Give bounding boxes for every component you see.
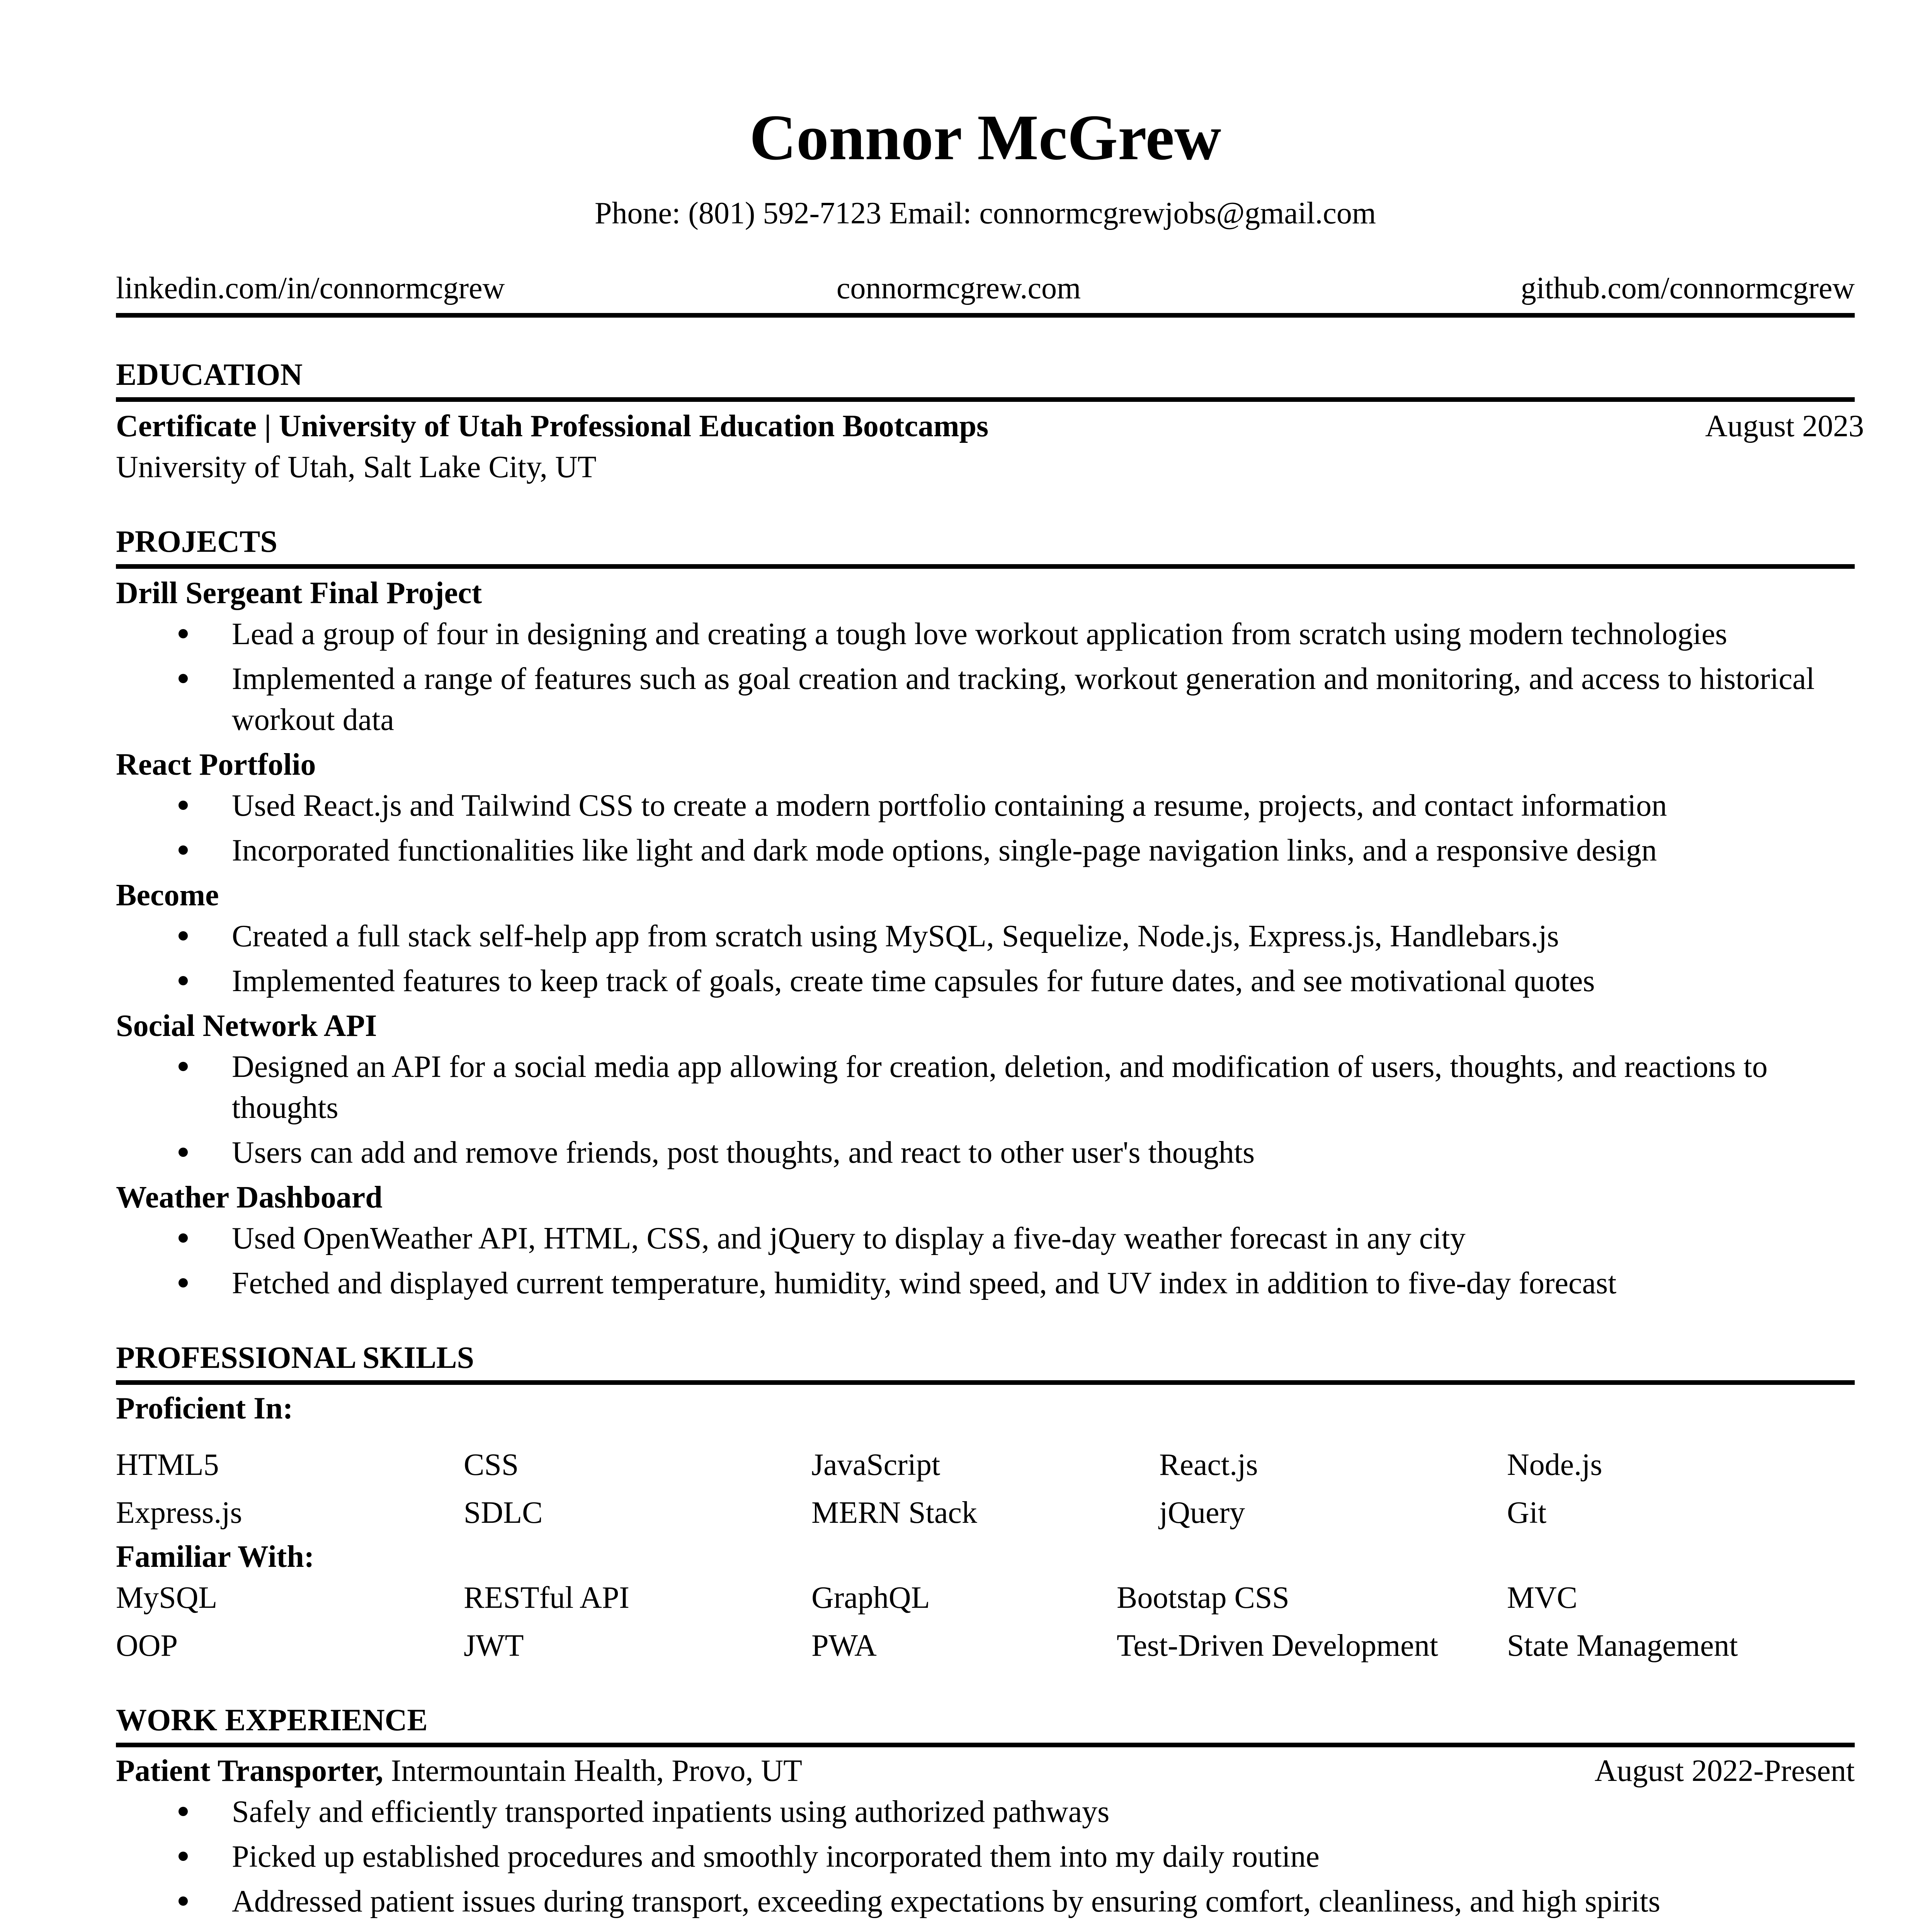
job-role: Patient Transporter, <box>116 1754 383 1788</box>
familiar-label: Familiar With: <box>116 1540 315 1574</box>
project-title: Become <box>116 878 219 912</box>
project-title: Weather Dashboard <box>116 1180 383 1214</box>
skill-item: Bootstap CSS <box>1117 1581 1289 1615</box>
linkedin-link[interactable]: linkedin.com/in/connormcgrew <box>116 271 505 305</box>
bullet-item: Implemented features to keep track of goals, create time capsules for future dates, and see motivational quotes <box>116 961 1855 1002</box>
bullet-item: Safely and efficiently transported inpatients using authorized pathways <box>116 1791 1855 1832</box>
project-item <box>116 875 1855 1002</box>
projects-heading: PROJECTS <box>116 523 1855 569</box>
proficient-row <box>116 1444 1855 1485</box>
skill-item: Node.js <box>1507 1448 1602 1482</box>
bullet-item: Addressed patient issues during transport, exceeding expectations by ensuring comfort, cleanliness, and high spirits <box>116 1881 1855 1922</box>
project-bullets <box>116 916 1855 1002</box>
bullet-item: Implemented a range of features such as goal creation and tracking, workout generation and monitoring, and access to historical workout data <box>116 658 1855 740</box>
skill-item: PWA <box>811 1629 877 1663</box>
bullet-item: Lead a group of four in designing and creating a tough love workout application from scratch using modern technologies <box>116 614 1855 655</box>
familiar-row <box>116 1577 1855 1618</box>
project-item <box>116 1005 1855 1173</box>
skill-item: Test-Driven Development <box>1117 1629 1438 1663</box>
education-heading: EDUCATION <box>116 356 1855 402</box>
links-row <box>116 270 1855 318</box>
education-date: August 2023 <box>1705 409 1864 443</box>
skill-item: GraphQL <box>811 1581 930 1615</box>
proficient-label: Proficient In: <box>116 1391 293 1425</box>
job-title-line <box>116 1750 802 1791</box>
education-degree: Certificate | University of Utah Professional Education Bootcamps <box>116 409 989 443</box>
job-bullets <box>116 1791 1855 1922</box>
skills-heading: PROFESSIONAL SKILLS <box>116 1339 1855 1385</box>
skill-item: OOP <box>116 1629 178 1663</box>
skill-item: Express.js <box>116 1496 242 1530</box>
skill-item: React.js <box>1159 1448 1258 1482</box>
work-section <box>116 1702 1855 1932</box>
skill-item: MERN Stack <box>811 1496 977 1530</box>
project-title: Social Network API <box>116 1009 377 1043</box>
skill-item: CSS <box>464 1448 519 1482</box>
project-title: React Portfolio <box>116 748 316 782</box>
website-link[interactable]: connormcgrew.com <box>836 271 1081 305</box>
education-section <box>116 356 1864 488</box>
projects-section <box>116 523 1855 1304</box>
work-heading: WORK EXPERIENCE <box>116 1702 1855 1747</box>
project-title: Drill Sergeant Final Project <box>116 576 482 610</box>
bullet-item: Created a full stack self-help app from scratch using MySQL, Sequelize, Node.js, Express.js, Handlebars.js <box>116 916 1855 957</box>
job-header <box>116 1750 1855 1791</box>
bullet-item: Fetched and displayed current temperature, humidity, wind speed, and UV index in addition to five-day forecast <box>116 1263 1855 1304</box>
project-bullets <box>116 614 1855 740</box>
skill-item: Git <box>1507 1496 1547 1530</box>
skill-item: jQuery <box>1159 1496 1245 1530</box>
project-item <box>116 1177 1855 1304</box>
project-bullets <box>116 785 1855 871</box>
github-link[interactable]: github.com/connormcgrew <box>1520 271 1855 305</box>
bullet-item: Incorporated functionalities like light and dark mode options, single-page navigation links, and a responsive design <box>116 830 1855 871</box>
bullet-item: Designed an API for a social media app allowing for creation, deletion, and modification of users, thoughts, and reactions to thoughts <box>116 1046 1855 1128</box>
bullet-item: Used React.js and Tailwind CSS to create a modern portfolio containing a resume, projects, and contact information <box>116 785 1855 826</box>
job-place: Intermountain Health, Provo, UT <box>383 1754 803 1788</box>
skill-item: HTML5 <box>116 1448 219 1482</box>
contact-line: Phone: (801) 592-7123 Email: connormcgrewjobs@gmail.com <box>594 196 1376 230</box>
project-bullets <box>116 1218 1855 1304</box>
bullet-item: Picked up established procedures and smoothly incorporated them into my daily routine <box>116 1836 1855 1877</box>
project-bullets <box>116 1046 1855 1173</box>
skill-item: MySQL <box>116 1581 218 1615</box>
skill-item: JavaScript <box>811 1448 940 1482</box>
skill-item: RESTful API <box>464 1581 629 1615</box>
skills-section <box>116 1339 1855 1666</box>
education-school: University of Utah, Salt Lake City, UT <box>116 450 597 484</box>
candidate-name: Connor McGrew <box>749 102 1221 173</box>
project-item <box>116 573 1855 740</box>
education-row <box>116 406 1864 447</box>
skill-item: MVC <box>1507 1581 1578 1615</box>
project-item <box>116 744 1855 871</box>
familiar-row <box>116 1625 1855 1666</box>
skill-item: State Management <box>1507 1629 1738 1663</box>
bullet-item: Users can add and remove friends, post thoughts, and react to other user's thoughts <box>116 1132 1855 1173</box>
proficient-row <box>116 1492 1855 1533</box>
skill-item: JWT <box>464 1629 524 1663</box>
job-date: August 2022-Present <box>1594 1754 1855 1788</box>
job-item <box>116 1750 1855 1922</box>
skill-item: SDLC <box>464 1496 543 1530</box>
bullet-item: Used OpenWeather API, HTML, CSS, and jQuery to display a five-day weather forecast in any city <box>116 1218 1855 1259</box>
